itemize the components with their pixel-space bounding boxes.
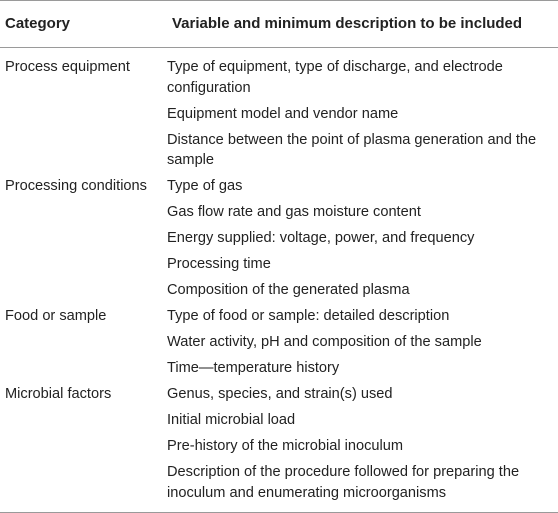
row-items: [167, 176, 553, 306]
table-header-rule: [0, 47, 558, 48]
row-category: Processing conditions: [5, 178, 147, 194]
list-item: Type of gas: [167, 178, 243, 194]
row-category: Food or sample: [5, 308, 107, 324]
table-row: [0, 384, 558, 509]
row-items: [167, 57, 553, 176]
row-items: [167, 306, 553, 384]
table-body: [0, 57, 558, 509]
row-category: Process equipment: [5, 59, 130, 75]
table-row: [0, 176, 558, 306]
list-item: Equipment model and vendor name: [167, 105, 399, 122]
list-item: Distance between the point of plasma generation and the sample: [167, 131, 537, 168]
row-category: Microbial factors: [5, 386, 112, 402]
list-item: Processing time: [167, 256, 271, 272]
list-item: Gas flow rate and gas moisture content: [167, 204, 421, 220]
table-row: [0, 306, 558, 384]
list-item: Type of food or sample: detailed description: [167, 308, 450, 324]
list-item: Time—temperature history: [167, 360, 340, 376]
list-item: Initial microbial load: [167, 412, 296, 428]
header-variable: Variable and minimum description to be included: [172, 15, 523, 32]
list-item: Pre-history of the microbial inoculum: [167, 438, 404, 454]
list-item: Composition of the generated plasma: [167, 282, 410, 298]
list-item: Genus, species, and strain(s) used: [167, 386, 393, 402]
list-item: Type of equipment, type of discharge, and electrode configuration: [167, 59, 503, 96]
list-item: Energy supplied: voltage, power, and frequency: [167, 230, 475, 246]
list-item: Water activity, pH and composition of the sample: [167, 334, 482, 350]
table-row: [0, 57, 558, 176]
row-items: [167, 384, 553, 509]
list-item: Description of the procedure followed for preparing the inoculum and enumerating microorganisms: [167, 464, 520, 501]
table-header: [0, 0, 558, 47]
header-category: Category: [5, 15, 71, 32]
